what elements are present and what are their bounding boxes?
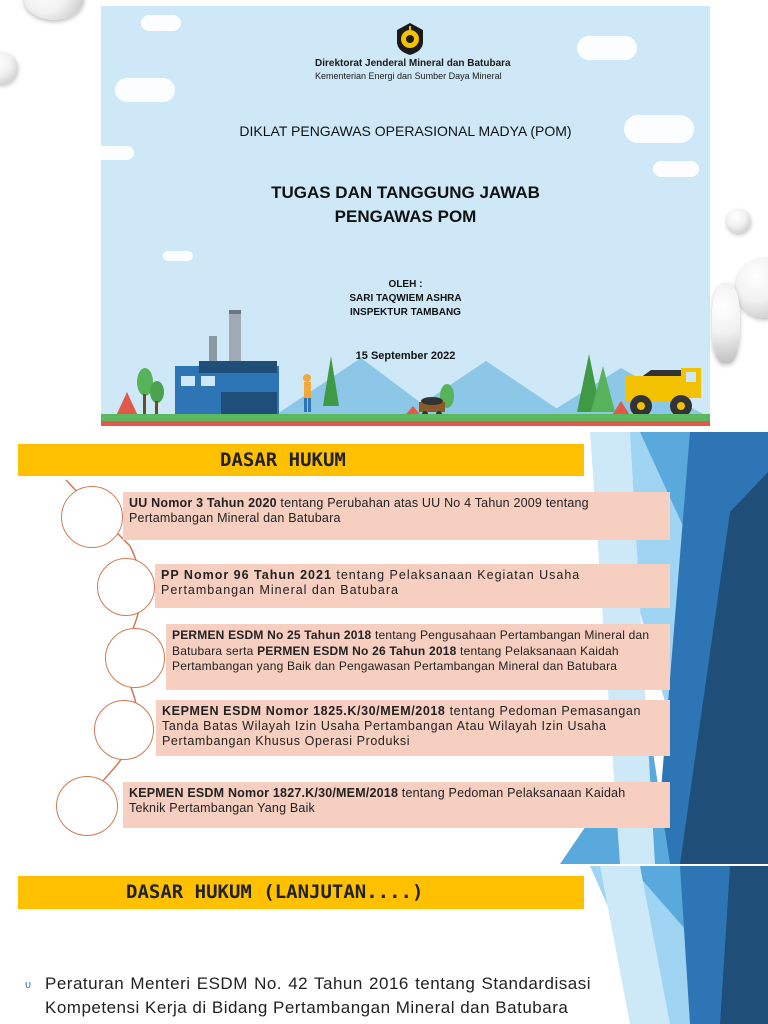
timeline-node xyxy=(105,628,165,688)
list-item xyxy=(166,624,670,690)
law-reference: KEPMEN ESDM Nomor 1825.K/30/MEM/2018 xyxy=(162,704,446,718)
bullet-icon: υ xyxy=(25,979,32,991)
cloud-decoration xyxy=(163,251,193,261)
author-name: SARI TAQWIEM ASHRA xyxy=(349,293,462,304)
law-reference: UU Nomor 3 Tahun 2020 xyxy=(129,496,277,510)
esdm-logo xyxy=(395,22,425,56)
list-item xyxy=(155,564,670,608)
law-description: tentang Pelaksanaan Kaidah Pertambangan yang Baik dan Pengawasan Pertambangan Mineral dan Batubara xyxy=(172,643,619,673)
timeline-node xyxy=(61,486,123,548)
law-description: tentang Pengusahaan Pertambangan Mineral dan Batubara serta xyxy=(172,628,650,658)
law-reference: KEPMEN ESDM Nomor 1827.K/30/MEM/2018 xyxy=(129,786,399,800)
law-description: tentang Pedoman Pemasangan Tanda Batas Wilayah Izin Usaha Pertambangan Atau Wilayah Izin Usaha Pertambangan Khusus Operasi Produksi xyxy=(162,704,641,748)
list-item xyxy=(156,700,670,756)
law-reference: PERMEN ESDM No 25 Tahun 2018 xyxy=(172,628,372,642)
timeline-node xyxy=(97,558,155,616)
by-label: OLEH : xyxy=(388,279,423,290)
water-bubble-decoration xyxy=(727,209,751,233)
dasar-hukum-slide xyxy=(0,432,768,864)
title-slide xyxy=(101,6,710,426)
law-description: tentang Pedoman Pelaksanaan Kaidah Teknik Pertambangan Yang Baik xyxy=(129,786,626,815)
cloud-decoration xyxy=(101,146,134,160)
cloud-decoration xyxy=(577,36,637,60)
law-reference: PERMEN ESDM No 26 Tahun 2018 xyxy=(257,643,457,658)
presentation-date: 15 September 2022 xyxy=(355,350,456,362)
list-item xyxy=(123,782,670,828)
list-item xyxy=(123,492,670,540)
course-title: DIKLAT PENGAWAS OPERASIONAL MADYA (POM) xyxy=(239,123,572,139)
water-bubble-decoration xyxy=(0,52,18,84)
law-description: tentang Pelaksanaan Kegiatan Usaha Pertambangan Mineral dan Batubara xyxy=(161,568,581,597)
presentation-title-line2: PENGAWAS POM xyxy=(334,207,477,226)
dasar-hukum-lanjutan-slide xyxy=(0,866,768,1024)
water-bubble-decoration xyxy=(736,258,768,318)
section-title: DASAR HUKUM (LANJUTAN....) xyxy=(126,881,424,903)
water-bubble-decoration xyxy=(24,0,84,20)
law-description: tentang Perubahan atas UU No 4 Tahun 2009 tentang Pertambangan Mineral dan Batubara xyxy=(129,496,589,525)
blue-facet-decoration xyxy=(590,866,768,1024)
bullet-text: Peraturan Menteri ESDM No. 42 Tahun 2016 tentang Standardisasi Kompetensi Kerja di Bidang Pertambangan Mineral dan Batubara xyxy=(45,974,591,1017)
law-reference: PP Nomor 96 Tahun 2021 xyxy=(161,568,332,582)
cloud-decoration xyxy=(653,161,699,177)
section-title: DASAR HUKUM xyxy=(220,449,346,471)
author-role: INSPEKTUR TAMBANG xyxy=(350,307,461,318)
mining-scene-illustration xyxy=(101,306,710,426)
org-name: Direktorat Jenderal Mineral dan Batubara xyxy=(315,58,511,69)
water-bubble-decoration xyxy=(712,283,740,363)
timeline-node xyxy=(94,700,154,760)
cloud-decoration xyxy=(141,15,181,31)
presentation-title-line1: TUGAS DAN TANGGUNG JAWAB xyxy=(271,183,540,202)
timeline-node xyxy=(56,776,118,836)
cloud-decoration xyxy=(115,78,175,102)
org-subtitle: Kementerian Energi dan Sumber Daya Mineral xyxy=(315,71,502,81)
